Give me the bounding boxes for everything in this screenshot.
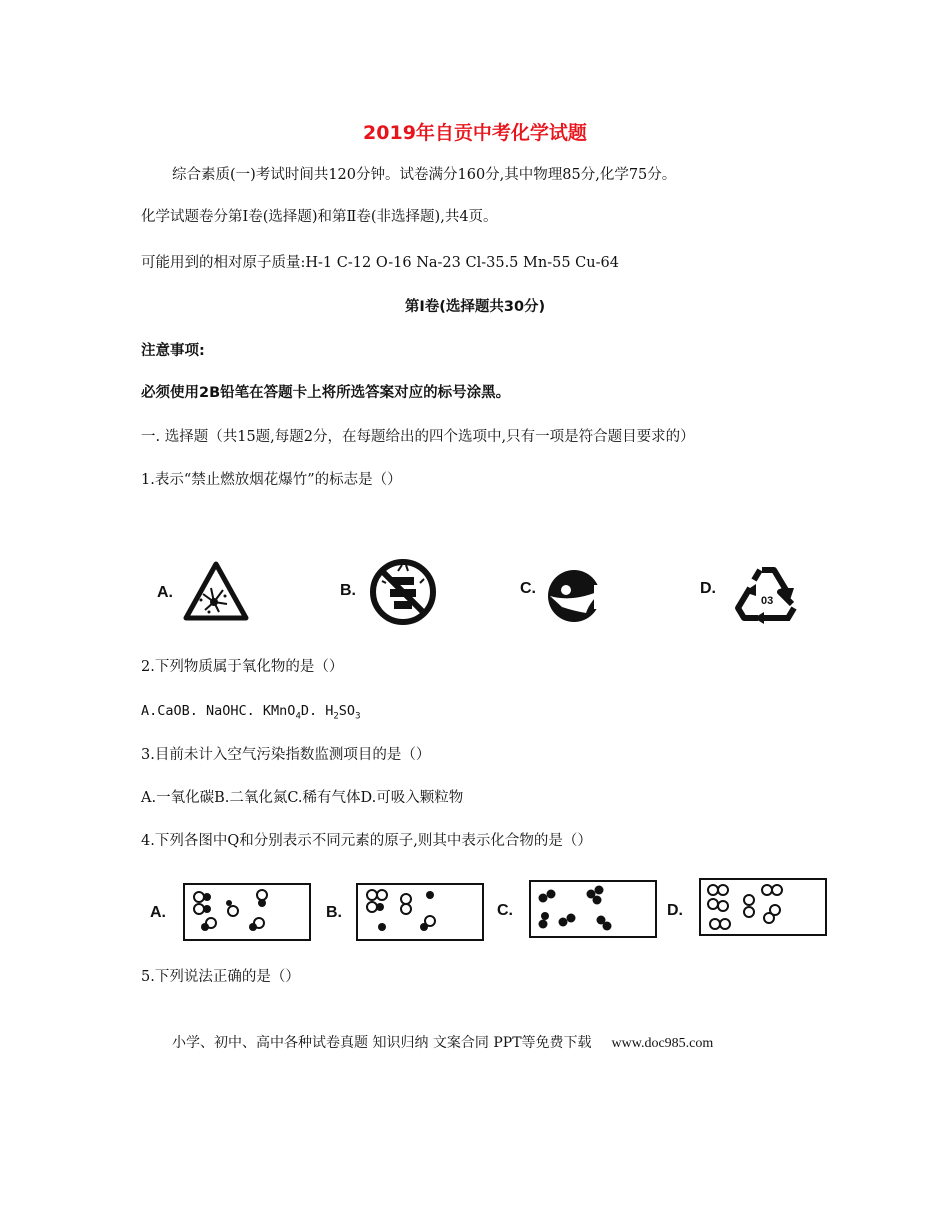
q1-option-a-label: A. (157, 584, 173, 601)
molecule-diagram-d (701, 880, 825, 934)
footer-url[interactable]: www.doc985.com (611, 1036, 714, 1051)
q4-option-c-label: C. (497, 902, 513, 919)
q1-option-d-label: D. (700, 580, 716, 597)
intro-line-2: 化学试题卷分第Ⅰ卷(选择题)和第Ⅱ卷(非选择题),共4页。 (141, 209, 498, 225)
q2-options-part-c: SO (338, 703, 356, 719)
exam-title: 2019年自贡中考化学试题 (363, 122, 587, 144)
molecule-diagram-b (358, 885, 482, 939)
q4-molecule-box-c (529, 880, 657, 938)
question-5-stem: 5.下列说法正确的是（） (141, 969, 300, 985)
question-3-options: A.一氧化碳B.二氧化氮C.稀有气体D.可吸入颗粒物 (141, 790, 464, 806)
q4-option-a-label: A. (150, 904, 166, 921)
q2-sub-1: 4 (295, 711, 301, 722)
notice-heading: 注意事项: (141, 343, 205, 359)
q2-sub-2: 2 (333, 711, 339, 722)
recycle-number: 03 (761, 595, 774, 607)
question-4-stem: 4.下列各图中Q和分别表示不同元素的原子,则其中表示化合物的是（） (141, 833, 592, 849)
recycle-icon (734, 562, 802, 624)
page-footer (172, 1032, 713, 1052)
notice-text: 必须使用2B铅笔在答题卡上将所选答案对应的标号涂黑。 (141, 385, 511, 401)
q4-molecule-box-d (699, 878, 827, 936)
question-3-stem: 3.目前未计入空气污染指数监测项目的是（） (141, 747, 431, 763)
q1-option-c-label: C. (520, 580, 536, 597)
explosive-warning-icon (183, 560, 249, 622)
molecule-diagram-a (185, 885, 309, 939)
intro-line-1: 综合素质(一)考试时间共120分钟。试卷满分160分,其中物理85分,化学75分。 (172, 167, 677, 183)
q4-molecule-box-b (356, 883, 484, 941)
q4-option-b-label: B. (326, 904, 342, 921)
section-heading: 第Ⅰ卷(选择题共30分) (404, 299, 546, 315)
q2-options-part-b: D. H (300, 703, 334, 719)
q2-sub-3: 3 (355, 711, 361, 722)
question-1-stem: 1.表示“禁止燃放烟花爆竹”的标志是（） (141, 472, 402, 488)
question-2-stem: 2.下列物质属于氧化物的是（） (141, 659, 344, 675)
q4-molecule-box-a (183, 883, 311, 941)
question-2-options (141, 705, 360, 722)
molecule-diagram-c (531, 882, 655, 936)
footer-text: 小学、初中、高中各种试卷真题 知识归纳 文案合同 PPT等免费下载 (172, 1035, 592, 1051)
q1-option-b-label: B. (340, 582, 356, 599)
intro-line-3: 可能用到的相对原子质量:H-1 C-12 O-16 Na-23 Cl-35.5 Mn-55 Cu-64 (141, 255, 619, 271)
part1-heading: 一. 选择题（共15题,每题2分，在每题给出的四个选项中,只有一项是符合题目要求的） (141, 429, 695, 445)
no-fireworks-icon (368, 557, 438, 627)
q2-options-part-a: A.CaOB. NaOHC. KMnO (141, 703, 296, 719)
water-saving-icon (544, 567, 608, 625)
q4-option-d-label: D. (667, 902, 683, 919)
